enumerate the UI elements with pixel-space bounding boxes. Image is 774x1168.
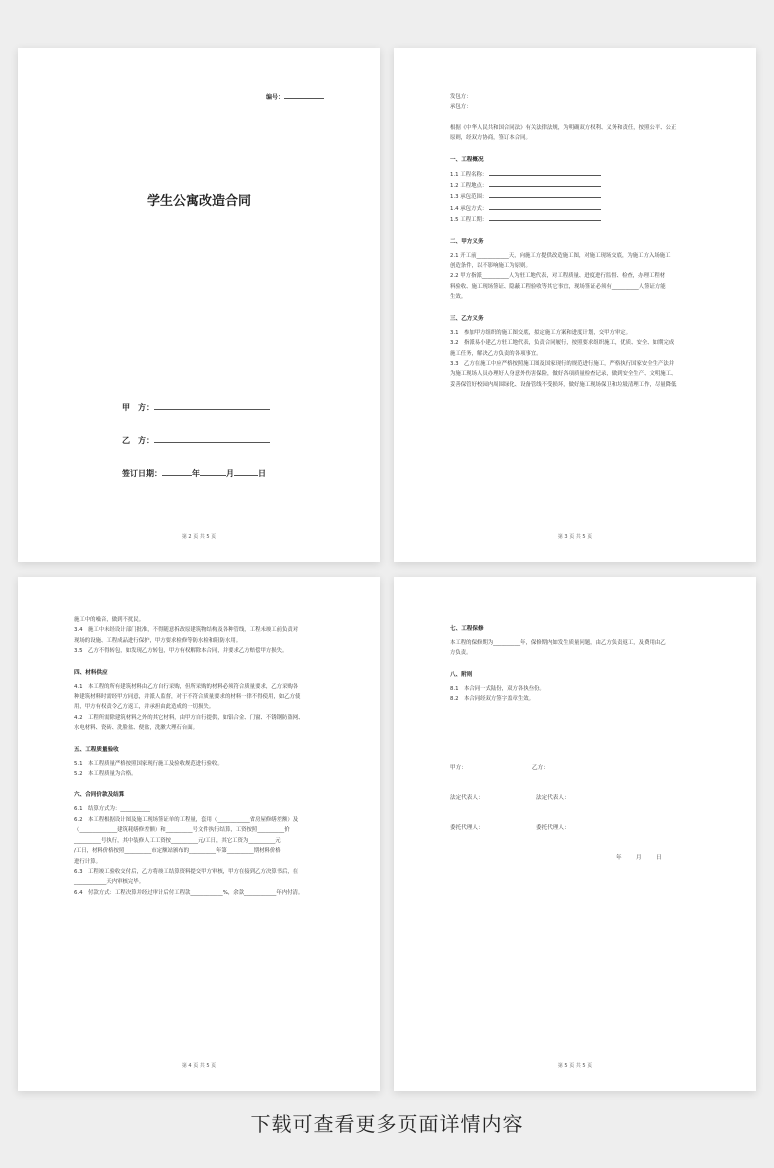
clause-line: /工日，材料价格按照__________市定额站颁布的__________年第__________期材料价格 (74, 848, 281, 855)
clause-line: 6.2 本工程根据设计图及施工现场签证单的工程量，套用（____________省房屋修缮差额）及 (74, 816, 299, 823)
fill-in-blank (489, 191, 601, 198)
agent-a-label: 委托代理人： (450, 825, 484, 831)
party-a-label: 甲方： (450, 765, 467, 771)
clause-line: 4.1 本工程的所有建筑材料由乙方自行采购，但所采购的材料必须符合质量要求，乙方采购各 (74, 683, 299, 690)
clause-line: 水电材料、瓷砖、洗脸盆、便盆，洗漱大理石台面。 (74, 725, 198, 732)
party-b-label: 乙方： (532, 765, 549, 771)
clause-line: 5.2 本工程质量为合格。 (74, 771, 137, 778)
clause-line: 2.1 开工前____________天，向施工方提供改造施工图，对施工现场交底，为施工方入场施工 (450, 252, 671, 259)
clause-line: 发包方： (450, 94, 472, 100)
section-heading: 二、甲方义务 (450, 238, 484, 245)
legal-rep-b-label: 法定代表人： (536, 795, 570, 801)
clause-line: 1.2 工程地点： (450, 180, 720, 191)
page-number: 第 2 页 共 5 页 (181, 534, 217, 540)
clause-line: 1.5 工程工期： (450, 214, 720, 225)
agent-b-label: 委托代理人： (536, 825, 570, 831)
contract-page-3 (18, 577, 380, 1091)
clause-line: 3.4 施工中未经设计部门批准，不得随意拆改原建筑物结构及各种管线，工程未竣工前负责对 (74, 627, 299, 634)
page-body (450, 92, 720, 390)
clause-line: 本工程的保修期为__________年，保修期内如发生质量问题，由乙方负责返工，及费用由乙 (450, 640, 666, 646)
clause-line: 6.1 结算方式为：___________ (74, 806, 150, 813)
clause-line: 妥善保管好校园内周围绿化、设备管线不受损坏，做好施工现场保卫和垃圾清理工作，尽量降低 (450, 381, 677, 388)
clause-line: ____________天内审核完毕。 (74, 879, 145, 886)
clause-line: 4.2 工程所需除建筑材料之外的其它材料，由甲方自行提供，如铝合金、门窗、不锈钢防盗网、 (74, 714, 304, 721)
fill-in-blank (489, 180, 601, 187)
contract-number: 编号： (266, 92, 324, 101)
section-heading: 七、工程保修 (450, 626, 484, 632)
clause-line: 5.1 本工程质量严格按照国家现行施工及验收规范进行验收。 (74, 760, 223, 767)
clause-line: 方负责。 (450, 650, 472, 657)
download-more-caption: 下载可查看更多页面详情内容 (250, 1112, 524, 1136)
clause-line: 施工中的噪音，做到不扰民。 (74, 617, 145, 623)
clause-line: 6.4 付款方式：工程决算并经过审计后付工程款____________%，余款____________年内付清。 (74, 889, 304, 896)
clause-line: 进行计算。 (74, 858, 101, 865)
clause-line: 施工任务，解决乙方负责的各项事宜。 (450, 350, 542, 357)
date-line: 年 月 日 (616, 855, 662, 861)
fill-in-blank (489, 214, 601, 221)
section-heading: 八、附则 (450, 671, 473, 678)
page-number: 第 5 页 共 5 页 (557, 1063, 593, 1069)
clause-line: 原则，经双方协商，签订本合同。 (450, 135, 531, 142)
clause-line: 8.1 本合同一式陆份，双方各执叁份。 (450, 685, 545, 692)
sign-date-line: 签订日期： 年 月 日 (122, 466, 266, 479)
clause-line: 1.1 工程名称： (450, 169, 720, 180)
section-heading: 四、材料供应 (74, 669, 108, 676)
clause-line: 8.2 本合同经双方签字盖章生效。 (450, 696, 535, 703)
clause-line: 创造条件，以不影响施工为原则。 (450, 263, 531, 270)
section-heading: 六、合同价款及结算 (74, 792, 125, 799)
clause-line: 为施工现场人员办理好人身意外伤害保险，做好各项质量检查记录，做到安全生产、文明施工、 (450, 371, 677, 378)
clause-line: 种建筑材料时需经甲方同意，并派人监督，对于不符合质量要求的材料一律不得使用，如乙方使 (74, 694, 301, 701)
clause-line: 3.2 指派易小建乙方驻工地代表，负责合同履行，按照要求组织施工，优质、安全、如期完成 (450, 340, 675, 347)
fill-in-blank (489, 203, 601, 210)
page-body (450, 619, 720, 715)
clause-line: 3.1 参加甲方组织的施工图交底，拟定施工方案和进度计划，交甲方审定。 (450, 329, 632, 336)
clause-line: 现场的设施、工程成品进行保护，甲方要求检修等防水检和阻防水用。 (74, 637, 242, 644)
contract-title: 学生公寓改造合同 (146, 194, 251, 209)
party-b-signature-line: 乙 方： (122, 433, 270, 446)
legal-rep-a-label: 法定代表人： (450, 795, 484, 801)
clause-line: 生效。 (450, 294, 467, 301)
section-heading: 一、工程概况 (450, 156, 484, 163)
clause-line: 1.3 承包范围： (450, 191, 720, 202)
clause-line: 承包方： (450, 104, 472, 111)
fill-in-blank (489, 169, 601, 176)
clause-line: 2.2 甲方指派__________人为驻工地代表，对工程质量、进度进行监督、检查，办理工程材 (450, 273, 666, 280)
contract-page-2 (394, 48, 756, 562)
page-number: 第 4 页 共 5 页 (181, 1063, 217, 1069)
contract-page-cover (18, 48, 380, 562)
clause-line: 料验收、施工现场签证、隐蔽工程验收等其它事宜，现场签证必须有__________人签证方能 (450, 283, 666, 290)
section-heading: 五、工程质量验收 (74, 746, 119, 753)
section-heading: 三、乙方义务 (450, 315, 484, 322)
contract-page-4 (394, 577, 756, 1091)
clause-line: 根据《中华人民共和国合同法》有关法律法规，为明确双方权利、义务和责任，按照公平、公正 (450, 124, 677, 131)
clause-line: __________号执行，其中装修人工工资按__________元/工日，其它工资为__________元 (74, 837, 281, 844)
clause-line: （______________建筑耗缮修差额）和__________号文件执行结算，工资按照__________价 (74, 827, 290, 834)
page-number: 第 3 页 共 5 页 (557, 534, 593, 540)
clause-line: 3.3 乙方在施工中应严格按照施工图及国家现行的规范进行施工，严格执行国家安全生产法并 (450, 360, 675, 367)
clause-line: 用，甲方有权责令乙方返工，并承担由此造成的一切损失。 (74, 704, 215, 711)
clause-line: 3.5 乙方不得转包，如发现乙方转包，甲方有权解除本合同，并要求乙方赔偿甲方损失。 (74, 648, 288, 655)
clause-line: 1.4 承包方式： (450, 203, 720, 214)
page-body (74, 615, 344, 898)
party-a-signature-line: 甲 方： (122, 400, 270, 413)
signature-block (450, 763, 710, 863)
clause-line: 6.3 工程竣工验收交付后，乙方将竣工结算资料提交甲方审核，甲方在接到乙方决算书后，在 (74, 868, 299, 875)
